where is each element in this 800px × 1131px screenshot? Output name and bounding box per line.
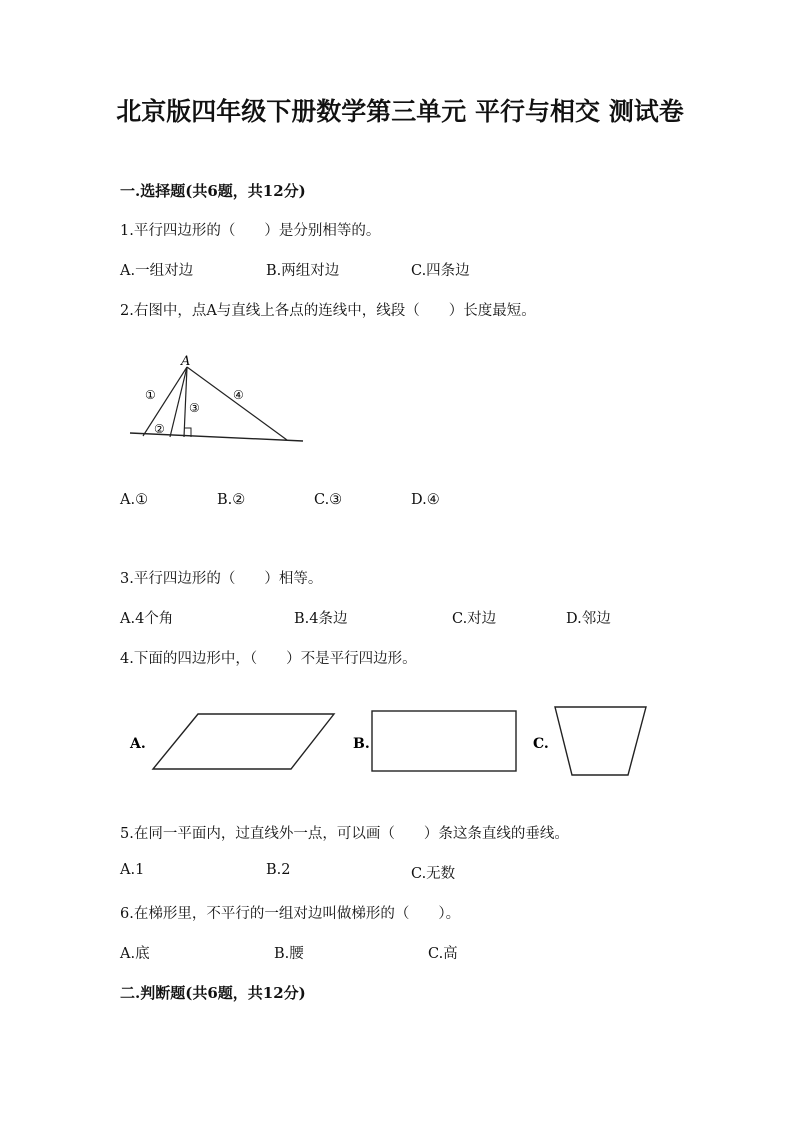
- question-4: 4.下面的四边形中，（ ）不是平行四边形。: [120, 651, 417, 667]
- q1-option-b: B.两组对边: [266, 263, 340, 279]
- q1-option-a: A.一组对边: [120, 263, 194, 279]
- rectangle-shape: [372, 711, 516, 771]
- q2-option-d: D.④: [411, 492, 440, 508]
- question-5: 5.在同一平面内，过直线外一点，可以画（ ）条这条直线的垂线。: [120, 826, 569, 842]
- parallelogram-shape: [153, 714, 334, 769]
- section-choice-heading: 一.选择题(共6题，共12分): [120, 182, 306, 200]
- q3-option-b: B.4条边: [294, 611, 348, 627]
- section-judgment-heading: 二.判断题(共6题，共12分): [120, 984, 306, 1002]
- shape-a-label: A.: [130, 736, 146, 752]
- q3-option-a: A.4个角: [120, 611, 174, 627]
- shape-b-label: B.: [353, 736, 370, 752]
- segment-4: [187, 367, 287, 440]
- page-title: 北京版四年级下册数学第三单元 平行与相交 测试卷: [116, 97, 684, 126]
- q6-option-a: A.底: [120, 946, 150, 962]
- shape-c-label: C.: [533, 736, 549, 752]
- segment-4-label: ④: [233, 388, 244, 402]
- q2-option-c: C.③: [314, 492, 343, 508]
- q3-option-d: D.邻边: [566, 611, 611, 627]
- question-6: 6.在梯形里，不平行的一组对边叫做梯形的（ ）。: [120, 906, 461, 922]
- q5-option-b: B.2: [266, 862, 291, 878]
- figure-q2-segments: [125, 352, 305, 447]
- q5-option-a: A.1: [120, 862, 145, 878]
- trapezoid-shape: [555, 707, 646, 775]
- question-2: 2.右图中，点A与直线上各点的连线中，线段（ ）长度最短。: [120, 303, 536, 319]
- segment-1-label: ①: [145, 388, 156, 402]
- point-a-label: A: [181, 354, 191, 369]
- q2-option-a: A.①: [120, 492, 149, 508]
- figure-q4-quadrilaterals: [125, 700, 665, 790]
- question-3: 3.平行四边形的（ ）相等。: [120, 571, 323, 587]
- q1-option-c: C.四条边: [411, 263, 470, 279]
- q5-option-c: C.无数: [411, 866, 456, 882]
- segment-2-label: ②: [154, 422, 165, 436]
- segment-3-label: ③: [189, 401, 200, 415]
- q2-option-b: B.②: [217, 492, 246, 508]
- q6-option-b: B.腰: [274, 946, 304, 962]
- q6-option-c: C.高: [428, 946, 458, 962]
- q3-option-c: C.对边: [452, 611, 497, 627]
- question-1: 1.平行四边形的（ ）是分别相等的。: [120, 223, 381, 239]
